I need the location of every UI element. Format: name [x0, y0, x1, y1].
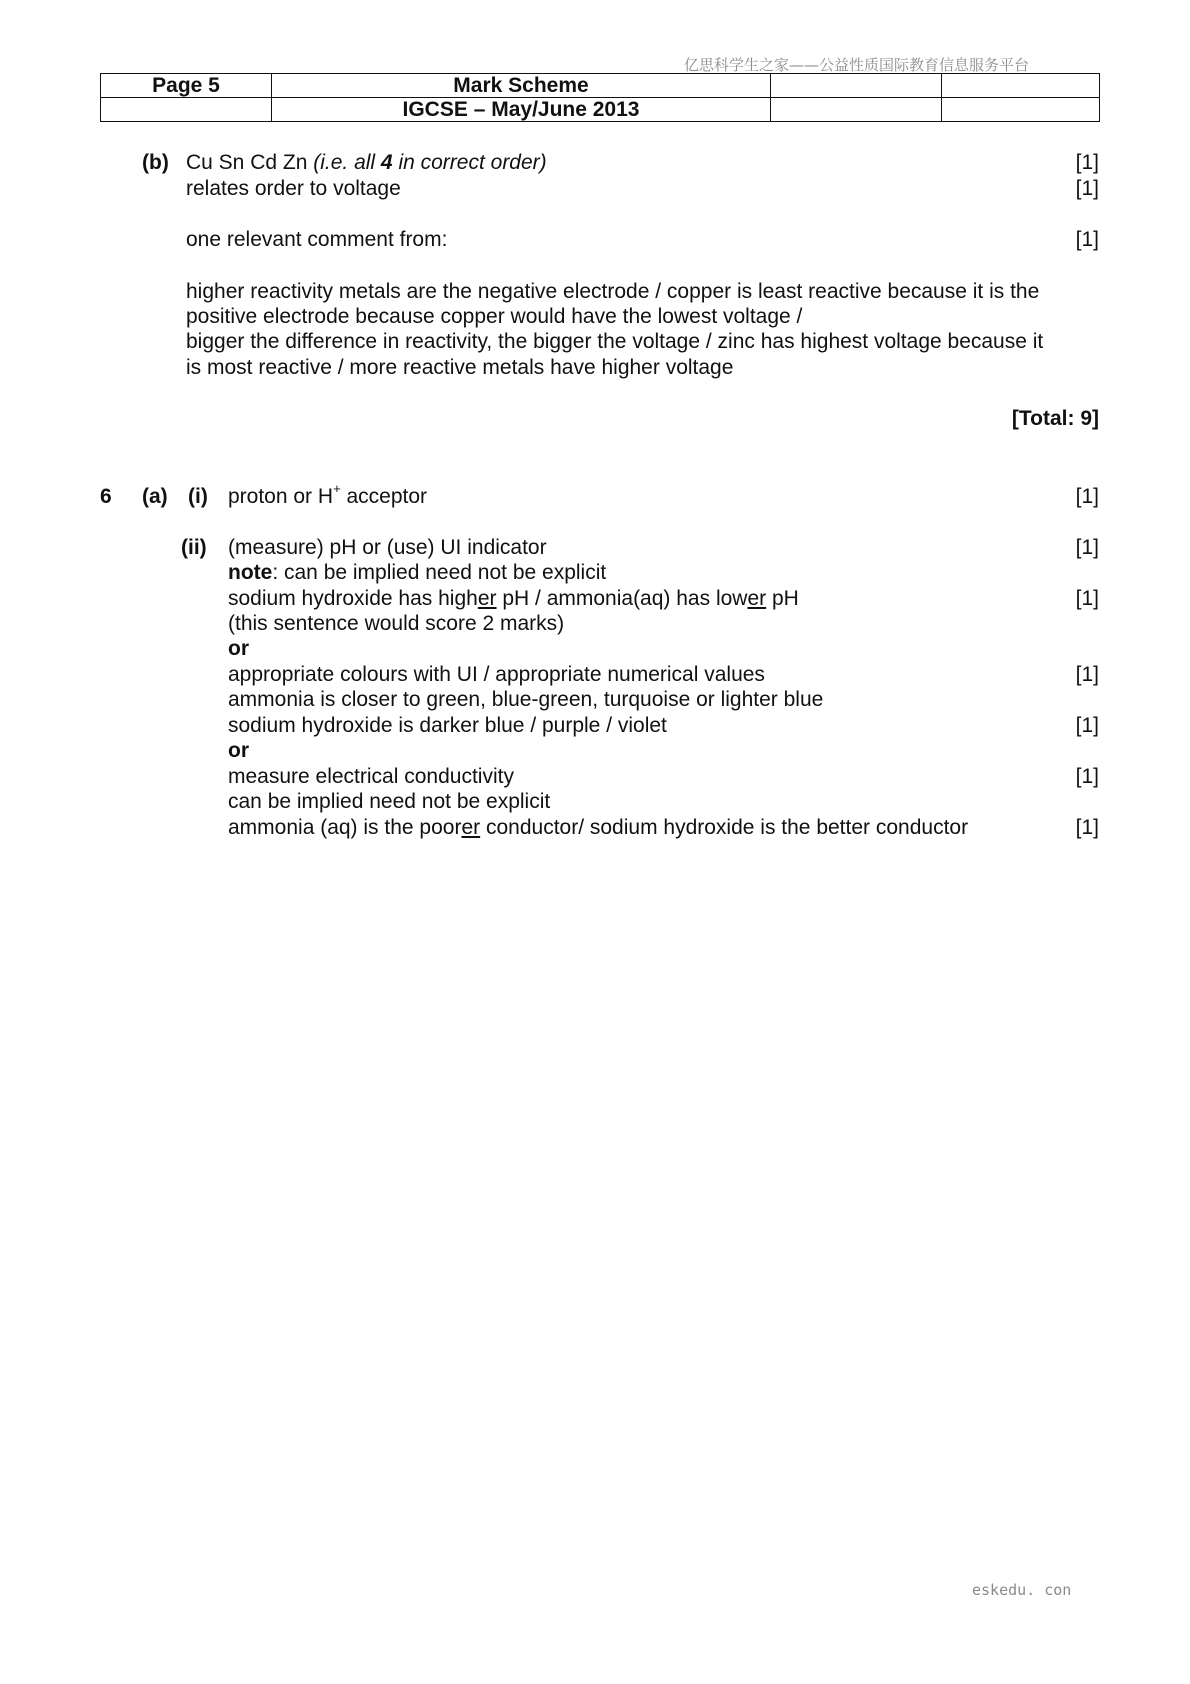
header-table — [100, 73, 1100, 122]
q6-ii-line: appropriate colours with UI / appropriate numerical values — [228, 663, 765, 686]
q5b-line2: relates order to voltage — [186, 177, 401, 200]
mark: [1] — [1075, 816, 1099, 839]
mark: [1] — [1075, 663, 1099, 686]
mark: [1] — [1075, 765, 1099, 788]
q5b-comment-line: is most reactive / more reactive metals have higher voltage — [186, 356, 734, 379]
q6-ii-text: pH — [766, 587, 799, 610]
syllabus-title: IGCSE – May/June 2013 — [272, 98, 771, 122]
mark: [1] — [1075, 228, 1099, 251]
q5b-comment-line: bigger the difference in reactivity, the bigger the voltage / zinc has highest voltage because it — [186, 330, 1044, 353]
q6-ii-line: ammonia is closer to green, blue-green, turquoise or lighter blue — [228, 688, 824, 711]
header-empty-cell — [771, 74, 942, 98]
q6-ii-line: sodium hydroxide is darker blue / purple / violet — [228, 714, 667, 737]
q6-i-answer — [228, 481, 428, 509]
q6-ii-note-line — [228, 560, 606, 585]
q6-ii-text: pH / ammonia(aq) has low — [496, 587, 748, 610]
header-empty-cell — [771, 98, 942, 122]
q6-ii-conductivity-line — [228, 815, 968, 840]
q5b-comment-line: higher reactivity metals are the negative electrode / copper is least reactive because it is the — [186, 280, 1040, 303]
q6-ii-line: measure electrical conductivity — [228, 765, 514, 788]
mark: [1] — [1075, 714, 1099, 737]
q6-ii-line: (this sentence would score 2 marks) — [228, 612, 565, 635]
q5b-label: (b) — [142, 151, 169, 174]
header-empty-cell — [942, 74, 1100, 98]
q6-ii-underline: er — [461, 816, 481, 839]
q6-ii-line: can be implied need not be explicit — [228, 790, 551, 813]
q6-sub-i: (i) — [188, 485, 208, 508]
mark: [1] — [1075, 536, 1099, 559]
q6-ii-comparison-line — [228, 586, 799, 611]
watermark-top: 亿思科学生之家——公益性质国际教育信息服务平台 — [684, 56, 1030, 74]
q5b-comment-line: positive electrode because copper would have the lowest voltage / — [186, 305, 803, 328]
q5b-answer-note-end: in correct order) — [392, 151, 547, 174]
q5b-answer-note: (i.e. all — [313, 151, 381, 174]
mark: [1] — [1075, 151, 1099, 174]
q6-ii-note-text: : can be implied need not be explicit — [272, 561, 607, 584]
header-empty-cell — [942, 98, 1100, 122]
q6-i-sup: + — [333, 481, 341, 496]
or-separator: or — [228, 739, 249, 762]
q5b-answer-line — [186, 150, 547, 175]
q5b-line3: one relevant comment from: — [186, 228, 448, 251]
q6-ii-underline: er — [747, 587, 767, 610]
page-label: Page 5 — [101, 74, 272, 98]
q6-i-text-end: acceptor — [340, 485, 428, 508]
q6-i-text: proton or H — [228, 485, 334, 508]
q6-number: 6 — [100, 485, 112, 508]
q6-ii-text: sodium hydroxide has high — [228, 587, 478, 610]
mark: [1] — [1075, 485, 1099, 508]
doc-title: Mark Scheme — [272, 74, 771, 98]
q5b-answer-text: Cu Sn Cd Zn — [186, 151, 314, 174]
header-empty-cell — [101, 98, 272, 122]
q6-sub-ii: (ii) — [181, 536, 207, 559]
q6-part-a: (a) — [142, 485, 168, 508]
or-separator: or — [228, 637, 249, 660]
q6-ii-text: conductor/ sodium hydroxide is the better conductor — [480, 816, 969, 839]
q5b-answer-note-bold: 4 — [380, 151, 393, 174]
q6-ii-text: ammonia (aq) is the poor — [228, 816, 462, 839]
watermark-bottom: eskedu. con — [972, 1581, 1072, 1599]
q6-ii-note-bold: note — [228, 561, 273, 584]
mark: [1] — [1075, 177, 1099, 200]
q6-ii-line: (measure) pH or (use) UI indicator — [228, 536, 547, 559]
mark: [1] — [1075, 587, 1099, 610]
total-marks: [Total: 9] — [1011, 407, 1099, 430]
q6-ii-underline: er — [477, 587, 497, 610]
